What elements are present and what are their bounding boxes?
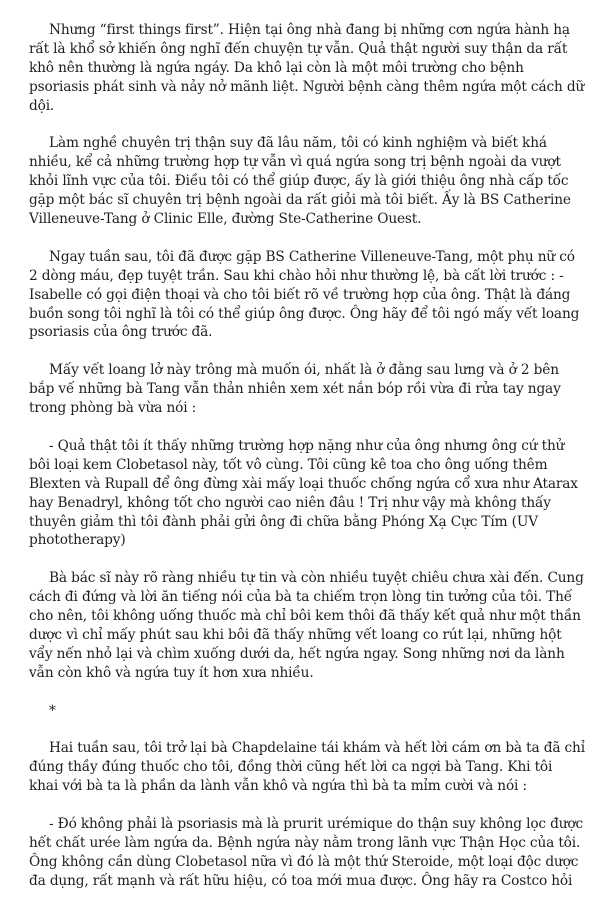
section-separator: * [49,702,56,719]
paragraph-itching: Nhưng “first things first”. Hiện tại ông nhà đang bị những cơn ngứa hành hạ rất là khổ sở khiến ông nghĩ đến chuyện tự vẫn. Quả thật người suy thận da rất khô nên thường là ngứa ngáy. Da khô lại còn là một môi trường cho bệnh psoriasis phát sinh và nảy nở mãnh liệt. Người bệnh càng thêm ngứa một cách dữ dội. [29,22,585,114]
paragraph-examination: Mấy vết loang lở này trông mà muốn ói, nhất là ở đằng sau lưng và ở 2 bên bắp vế những bà Tang vẫn thản nhiên xem xét nắn bóp rồi vừa đi rửa tay ngay trong phòng bà vừa nói : [29,362,561,417]
paragraph-doctor-visit: Ngay tuần sau, tôi đã được gặp BS Catherine Villeneuve-Tang, một phụ nữ có 2 dòng máu, đẹp tuyệt trần. Sau khi chào hỏi như thường lệ, bà cất lời trước : - Isabelle có gọi điện thoại và cho tôi biết rõ về trường hợp của ông. Thật là đáng buồn song tôi nghĩ là tôi có thể giúp ông được. Ông hãy để tôi ngó mấy vết loang psoriasis của ông trước đã. [29,248,580,341]
paragraph-referral: Làm nghề chuyên trị thận suy đã lâu năm, tôi có kinh nghiệm và biết khá nhiều, kể cả những trường hợp tự vẫn vì quá ngứa song trị bệnh ngoài da vượt khỏi lĩnh vực của tôi. Điều tôi có thể giúp được, ấy là giới thiệu ông nhà cấp tốc gặp một bác sĩ chuyên trị bệnh ngoài da rất giỏi mà tôi biết. Ấy là BS Catherine Villeneuve-Tang ở Clinic Elle, đường Ste-Catherine Ouest. [29,135,571,228]
paragraph-follow-up: Hai tuần sau, tôi trở lại bà Chapdelaine tái khám và hết lời cám ơn bà ta đã chỉ đúng thầy đúng thuốc cho tôi, đồng thời cũng hết lời ca ngợi bà Tang. Khi tôi khai với bà ta là phần da lành vẫn khô và ngứa thì bà ta mỉm cười và nói : [29,740,585,795]
document-page [29,21,585,909]
paragraph-results: Bà bác sĩ này rõ ràng nhiều tự tin và còn nhiều tuyệt chiêu chưa xài đến. Cung cách đi đứng và lời ăn tiếng nói của bà ta chiếm trọn lòng tin tưởng của tôi. Thế cho nên, tôi không uống thuốc mà chỉ bôi kem thôi đã thấy kết quả như một thần dược vì chỉ mấy phút sau khi bôi đã thấy những vết loang co rút lại, những hột vẩy nến nhỏ lại và chìm xuống dưới da, hết ngứa ngay. Song những nơi da lành vẫn còn khô và ngứa tuy ít hơn xưa nhiều. [29,570,584,681]
paragraph-prescription: - Quả thật tôi ít thấy những trường hợp nặng như của ông nhưng ông cứ thử bôi loại kem Clobetasol này, tốt vô cùng. Tôi cũng kê toa cho ông uống thêm Blexten và Rupall để ông đừng xài mấy loại thuốc chống ngứa cổ xưa như Atarax hay Benadryl, không tốt cho người cao niên đâu ! Trị như vậy mà không thấy thuyên giảm thì tôi đành phải gửi ông đi chữa bằng Phóng Xạ Cực Tím (UV phototherapy) [29,437,578,549]
paragraph-explanation: - Đó không phải là psoriasis mà là prurit urémique do thận suy không lọc được hết chất urée làm ngứa da. Bệnh ngứa này nằm trong lãnh vực Thận Học của tôi. Ông không cần dùng Clobetasol nữa vì đó là một thứ Steroide, một loại độc dược đa dụng, rất mạnh và rất hữu hiệu, có toa mới mua được. Ông hãy ra Costco hỏi [29,815,584,889]
